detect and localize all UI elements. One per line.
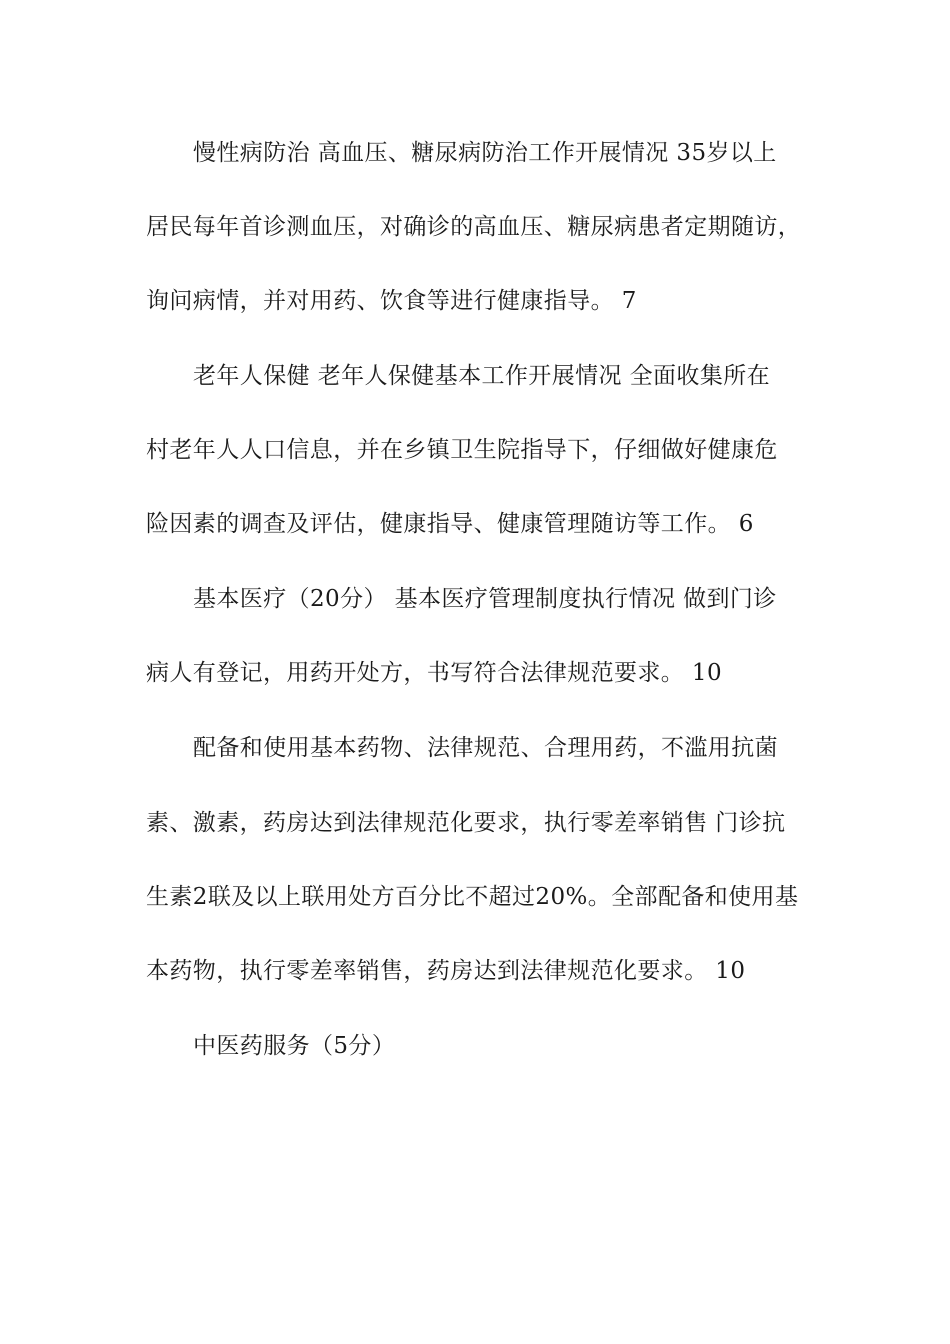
section-heading-tcm-services: 中医药服务（5分） — [193, 1033, 396, 1059]
paragraph-essential-drugs-line-3: 生素2联及以上联用处方百分比不超过20%。全部配备和使用基 — [146, 884, 799, 910]
paragraph-essential-drugs-line-2: 素、激素，药房达到法律规范化要求，执行零差率销售 门诊抗 — [146, 810, 786, 836]
paragraph-elderly-care-line-1: 老年人保健 老年人保健基本工作开展情况 全面收集所在 — [193, 363, 771, 389]
paragraph-essential-drugs-line-1: 配备和使用基本药物、法律规范、合理用药，不滥用抗菌 — [193, 735, 778, 761]
paragraph-chronic-disease-line-2: 居民每年首诊测血压，对确诊的高血压、糖尿病患者定期随访， — [146, 214, 802, 240]
paragraph-elderly-care-line-2: 村老年人人口信息，并在乡镇卫生院指导下，仔细做好健康危 — [146, 437, 778, 463]
paragraph-chronic-disease-line-1: 慢性病防治 高血压、糖尿病防治工作开展情况 35岁以上 — [193, 140, 777, 166]
paragraph-basic-medical-line-1: 基本医疗（20分） 基本医疗管理制度执行情况 做到门诊 — [193, 586, 777, 612]
paragraph-essential-drugs-line-4: 本药物，执行零差率销售，药房达到法律规范化要求。 10 — [146, 958, 746, 984]
paragraph-elderly-care-line-3: 险因素的调查及评估，健康指导、健康管理随访等工作。 6 — [146, 511, 754, 537]
paragraph-chronic-disease-line-3: 询问病情，并对用药、饮食等进行健康指导。 7 — [146, 288, 637, 314]
paragraph-basic-medical-line-2: 病人有登记，用药开处方，书写符合法律规范要求。 10 — [146, 660, 722, 686]
